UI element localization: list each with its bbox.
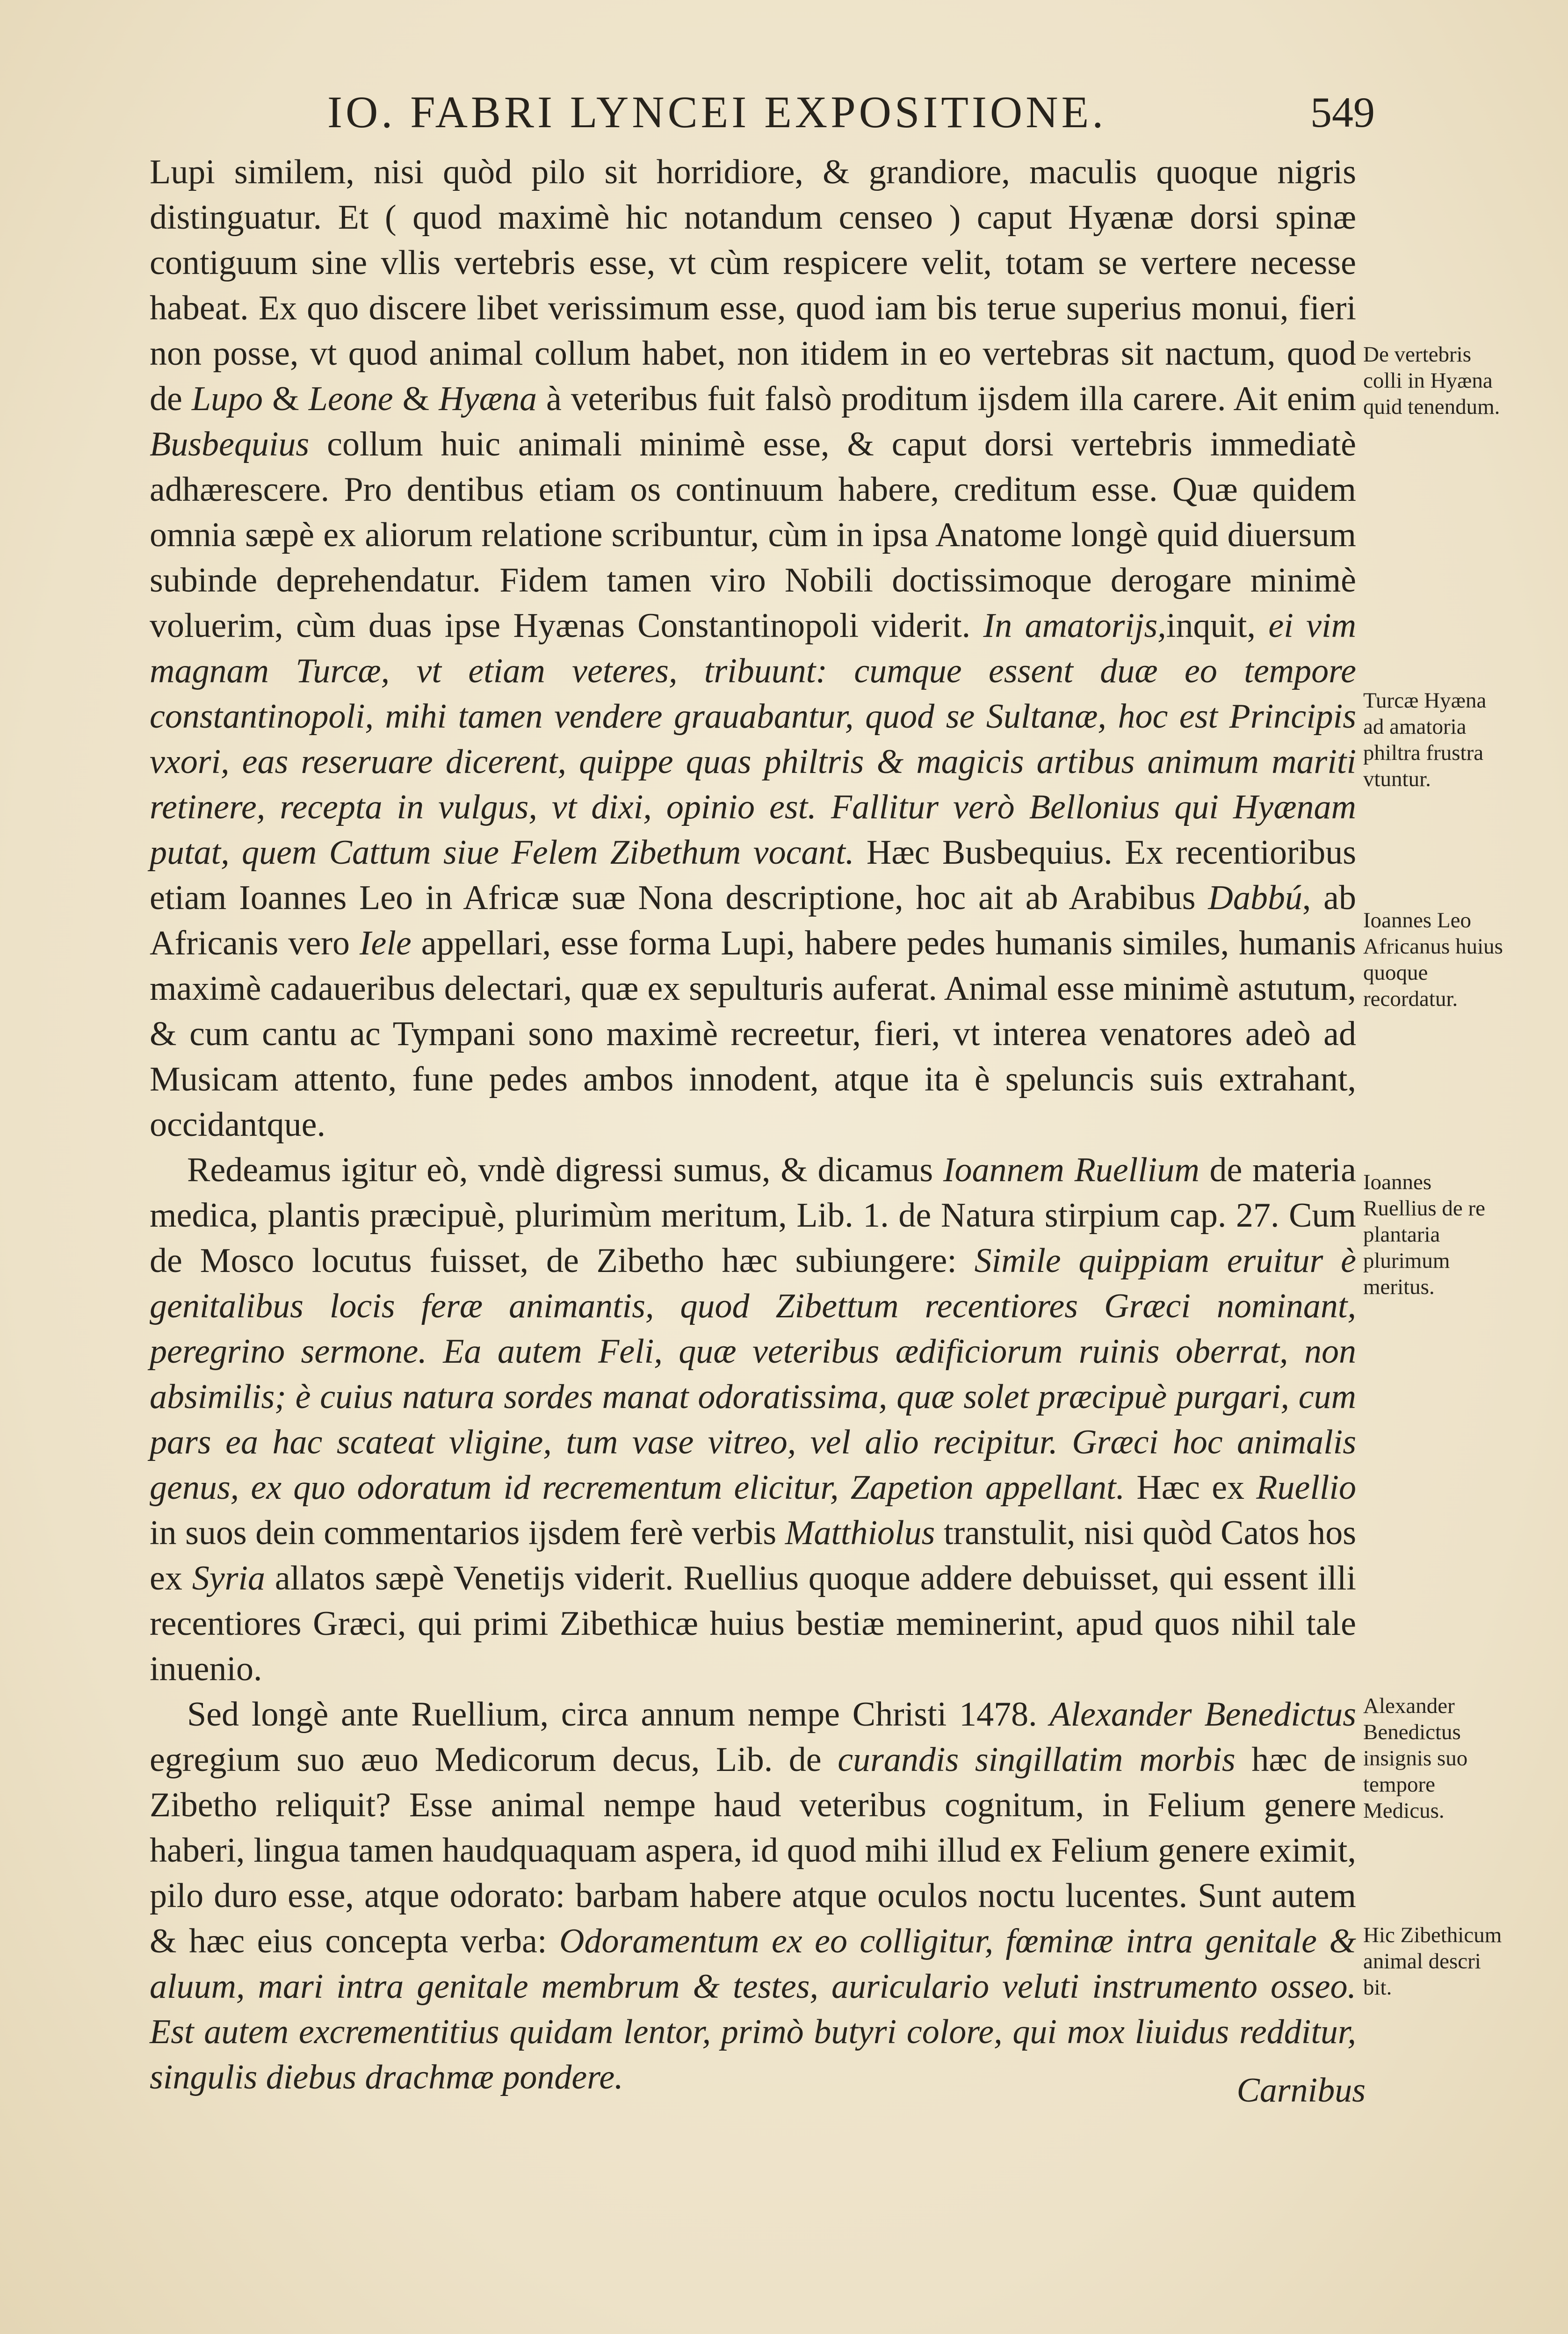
text-run: Hæc ex bbox=[1125, 1468, 1257, 1507]
text-run: collum huic animali minimè esse, & caput dorsi vertebris immediatè adhærescere. Pro dentibus etiam os continuum habere, creditum esse. Quæ quidem omnia sæpè ex aliorum relatione scribuntur, cùm in ipsa Anatome longè quid diuersum subinde deprehendatur. Fidem tamen viro Nobili doctissimoque derogare minimè voluerim, cùm duas ipse Hyænas Constantinopoli viderit. bbox=[150, 425, 1356, 645]
italic-run: Odoramentum ex eo colligitur, fœminæ intra genitale & aluum, mari intra genitale membrum & testes, auriculario veluti instrumento osseo. Est autem excrementitius quidam lentor, primò butyri colore, qui mox liuidus redditur, singulis diebus drachmæ pondere. bbox=[150, 1922, 1356, 2096]
main-text-block bbox=[150, 150, 1356, 2104]
italic-run: Leone bbox=[308, 380, 393, 418]
margin-note-vertebrae: De vertebris colli in Hyæna quid tenendum. bbox=[1363, 342, 1500, 419]
margin-note-ioannes-leo: Ioannes Leo Africanus huius quoque recordatur. bbox=[1363, 908, 1503, 1011]
paragraph-2 bbox=[150, 1148, 1356, 1692]
italic-run: Hyæna bbox=[439, 380, 537, 418]
text-run: Hæc Busbequius. Ex recentioribus etiam Ioannes Leo in Africæ suæ Nona descriptione, hoc ait ab Arabibus bbox=[150, 833, 1356, 917]
italic-run: Syria bbox=[192, 1559, 265, 1597]
margin-note-zibethicum: Hic Zibethicum animal descri bit. bbox=[1363, 1923, 1502, 2000]
italic-run: Alexander Benedictus bbox=[1049, 1695, 1356, 1734]
margin-note-alexander-benedictus: Alexander Benedictus insignis suo tempore Medicus. bbox=[1363, 1694, 1468, 1823]
margin-note-ruellius: Ioannes Ruellius de re plantaria plurimum meritus. bbox=[1363, 1170, 1486, 1299]
text-run: de materia medica, plantis præcipuè, plurimùm meritum, Lib. 1. de Natura stirpium cap. 27. Cum de Mosco locutus fuisset, de Zibetho hæc subiungere: bbox=[150, 1151, 1356, 1280]
text-run: , ab Africanis vero bbox=[150, 879, 1356, 962]
text-run: Lupi similem, nisi quòd pilo sit horridiore, & grandiore, maculis quoque nigris distinguatur. Et ( quod maximè hic notandum censeo ) caput Hyænæ dorsi spinæ contiguum sine vllis vertebris esse, vt cùm respicere velit, totam se vertere necesse habeat. Ex quo discere libet verissimum esse, quod iam bis terue superius monui, fieri non posse, vt quod animal collum habet, non itidem in eo vertebras sit nactum, quod de bbox=[150, 153, 1356, 418]
text-run: in suos dein commentarios ijsdem ferè verbis bbox=[150, 1514, 785, 1552]
text-run: Redeamus igitur eò, vndè digressi sumus, & dicamus bbox=[187, 1151, 943, 1189]
text-run: appellari, esse forma Lupi, habere pedes humanis similes, humanis maximè cadaueribus delectari, quæ ex sepulturis auferat. Animal esse minimè astutum, & cum cantu ac Tympani sono maximè recreetur, fieri, vt interea venatores adeò ad Musicam attento, fune pedes ambos innodent, atque ita è speluncis suis extrahant, occidantque. bbox=[150, 924, 1356, 1144]
italic-run: Lupo bbox=[191, 380, 263, 418]
catchword: Carnibus bbox=[1236, 2071, 1366, 2110]
text-run: Sed longè ante Ruellium, circa annum nempe Christi 1478. bbox=[187, 1695, 1050, 1734]
paragraph-1 bbox=[150, 150, 1356, 1148]
italic-run: Simile quippiam eruitur è genitalibus locis feræ animantis, quod Zibettum recentiores Græci nominant, peregrino sermone. Ea autem Feli, quæ veteribus ædificiorum ruinis oberrat, non absimilis; è cuius natura sordes manat odoratissima, quæ solet præcipuè purgari, cum pars ea hac scateat vligine, tum vase vitreo, vel alio recipitur. Græci hoc animalis genus, ex quo odoratum id recrementum elicitur, Zapetion appellant. bbox=[150, 1242, 1356, 1507]
italic-run: Ruellio bbox=[1256, 1468, 1356, 1507]
page-number: 549 bbox=[1310, 88, 1375, 136]
italic-run: curandis singillatim morbis bbox=[838, 1741, 1236, 1779]
italic-run: ei vim magnam Turcæ, vt etiam veteres, tribuunt: cumque essent duæ eo tempore constantinopoli, mihi tamen vendere grauabantur, quod se Sultanæ, hoc est Principis vxori, eas reseruare dicerent, quippe quas philtris & magicis artibus animum mariti retinere, recepta in vulgus, vt dixi, opinio est. Fallitur verò Bellonius qui Hyænam putat, quem Cattum siue Felem Zibethum vocant. bbox=[150, 607, 1357, 872]
text-run: & bbox=[393, 380, 439, 418]
text-run: hæc de Zibetho reliquit? Esse animal nempe haud veteribus cognitum, in Felium genere haberi, lingua tamen haudquaquam aspera, id quod mihi illud ex Felium genere eximit, pilo duro esse, atque odorato: barbam habere atque oculos noctu lucentes. Sunt autem & hæc eius concepta verba: bbox=[150, 1741, 1357, 1960]
text-run: allatos sæpè Venetijs viderit. Ruellius quoque addere debuisset, qui essent illi recentiores Græci, qui primi Zibethicæ huius bestiæ meminerint, apud quos nihil tale inuenio. bbox=[150, 1559, 1356, 1688]
text-run: inquit, bbox=[1166, 607, 1269, 645]
italic-run: Busbequius bbox=[150, 425, 310, 463]
italic-run: Ioannem Ruellium bbox=[943, 1151, 1199, 1189]
paragraph-3 bbox=[150, 1692, 1356, 2100]
margin-note-turks-hyena: Turcæ Hyæna ad amatoria philtra frustra vtuntur. bbox=[1363, 688, 1487, 791]
text-run: transtulit, nisi quòd Catos hos ex bbox=[150, 1514, 1357, 1597]
text-run: à veteribus fuit falsò proditum ijsdem illa carere. Ait enim bbox=[536, 380, 1356, 418]
italic-run: In amatorijs, bbox=[983, 607, 1166, 645]
italic-run: Iele bbox=[359, 924, 412, 962]
italic-run: Dabbú bbox=[1208, 879, 1302, 917]
running-title: IO. FABRI LYNCEI EXPOSITIONE. bbox=[327, 87, 1107, 137]
italic-run: Matthiolus bbox=[785, 1514, 935, 1552]
text-run: & bbox=[263, 380, 309, 418]
text-run: egregium suo æuo Medicorum decus, Lib. de bbox=[150, 1741, 838, 1779]
